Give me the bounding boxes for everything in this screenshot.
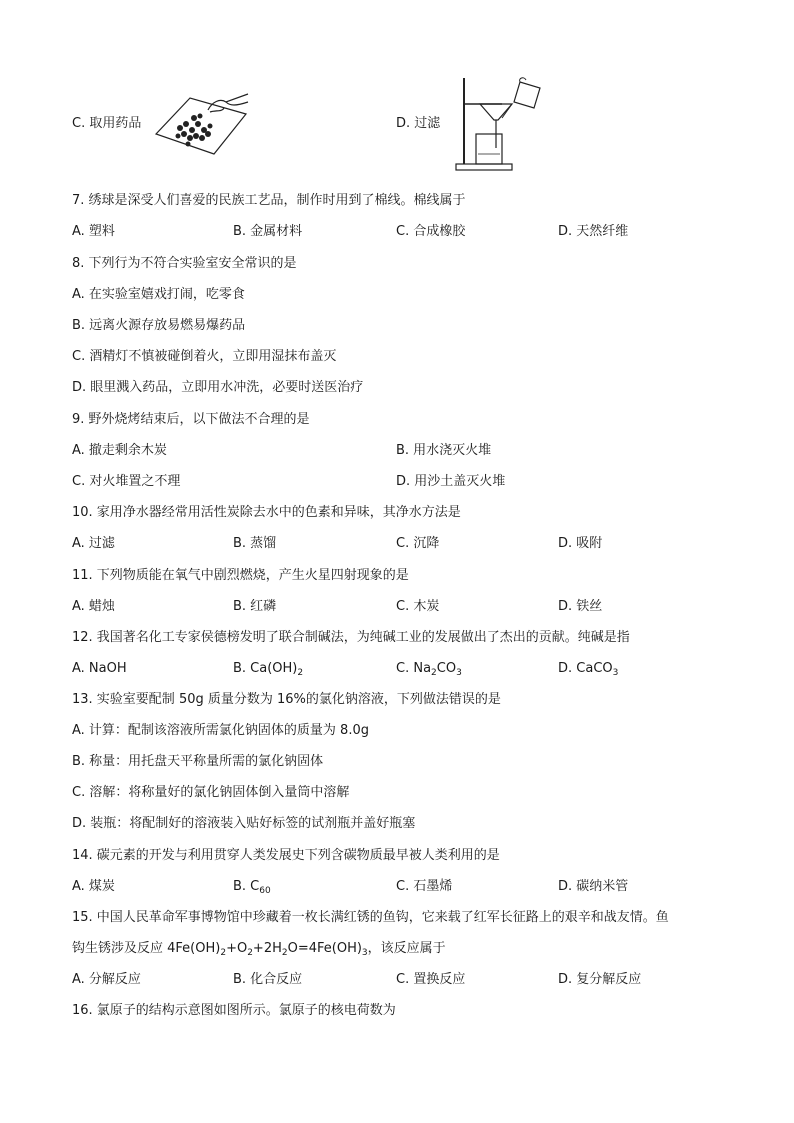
q8-option-c: C. 酒精灯不慎被碰倒着火，立即用湿抹布盖灭 bbox=[72, 349, 337, 364]
question-15-stem-line2: 钩生锈涉及反应 $4Fe(OH)_2+O_2+2H_2O=4Fe(OH)_3$，该反应属于 bbox=[72, 941, 446, 958]
q15-option-b: B. 化合反应 bbox=[233, 972, 303, 987]
q13-option-d: D. 装瓶：将配制好的溶液装入贴好标签的试剂瓶并盖好瓶塞 bbox=[72, 816, 416, 831]
q10-option-d: D. 吸附 bbox=[558, 536, 603, 551]
q9-option-a: A. 撤走剩余木炭 bbox=[72, 443, 167, 458]
q8-option-d: D. 眼里溅入药品，立即用水冲洗，必要时送医治疗 bbox=[72, 380, 364, 395]
q7-option-d: D. 天然纤维 bbox=[558, 224, 629, 239]
q11-option-d: D. 铁丝 bbox=[558, 599, 603, 614]
q14-option-d: D. 碳纳米管 bbox=[558, 879, 629, 894]
q9-option-b: B. 用水浇灭火堆 bbox=[396, 443, 492, 458]
question-10-stem: 10. 家用净水器经常用活性炭除去水中的色素和异味，其净水方法是 bbox=[72, 505, 461, 520]
q10-option-a: A. 过滤 bbox=[72, 536, 115, 551]
q13-option-b: B. 称量：用托盘天平称量所需的氯化钠固体 bbox=[72, 754, 324, 769]
question-11-stem: 11. 下列物质能在氧气中剧烈燃烧，产生火星四射现象的是 bbox=[72, 568, 409, 583]
q6-option-c: C. 取用药品 bbox=[72, 116, 142, 131]
q12-option-a: A. NaOH bbox=[72, 661, 127, 676]
q9-option-c: C. 对火堆置之不理 bbox=[72, 474, 181, 489]
q6-option-d: D. 过滤 bbox=[396, 116, 441, 131]
q12-option-d: D. CaCO$_3$ bbox=[558, 661, 619, 678]
q7-option-b: B. 金属材料 bbox=[233, 224, 303, 239]
q12-option-c: C. $Na_2CO_3$ bbox=[396, 661, 462, 678]
q13-option-c: C. 溶解：将称量好的氯化钠固体倒入量筒中溶解 bbox=[72, 785, 350, 800]
q7-option-c: C. 合成橡胶 bbox=[396, 224, 466, 239]
question-16-stem: 16. 氯原子的结构示意图如图所示。氯原子的核电荷数为 bbox=[72, 1003, 396, 1018]
question-15-stem-line1: 15. 中国人民革命军事博物馆中珍藏着一枚长满红锈的鱼钩，它来载了红军长征路上的艰辛和战友情。鱼 bbox=[72, 910, 669, 925]
q11-option-b: B. 红磷 bbox=[233, 599, 277, 614]
q8-option-b: B. 远离火源存放易燃易爆药品 bbox=[72, 318, 246, 333]
q10-option-c: C. 沉降 bbox=[396, 536, 440, 551]
q8-option-a: A. 在实验室嬉戏打闹，吃零食 bbox=[72, 287, 245, 302]
question-13-stem: 13. 实验室要配制 50g 质量分数为 16%的氯化钠溶液，下列做法错误的是 bbox=[72, 692, 501, 707]
q10-option-b: B. 蒸馏 bbox=[233, 536, 277, 551]
q13-option-a: A. 计算：配制该溶液所需氯化钠固体的质量为 8.0g bbox=[72, 723, 369, 738]
q14-option-b: B. $C_{60}$ bbox=[233, 879, 271, 896]
q15-option-c: C. 置换反应 bbox=[396, 972, 466, 987]
q14-option-c: C. 石墨烯 bbox=[396, 879, 453, 894]
q9-option-d: D. 用沙土盖灭火堆 bbox=[396, 474, 506, 489]
filtration-apparatus-illustration bbox=[454, 74, 546, 172]
question-14-stem: 14. 碳元素的开发与利用贯穿人类发展史下列含碳物质最早被人类利用的是 bbox=[72, 848, 500, 863]
question-8-stem: 8. 下列行为不符合实验室安全常识的是 bbox=[72, 256, 297, 271]
q11-option-a: A. 蜡烛 bbox=[72, 599, 115, 614]
q12-option-b: B. $Ca(OH)_2$ bbox=[233, 661, 304, 678]
question-7-stem: 7. 绣球是深受人们喜爱的民族工艺品，制作时用到了棉线。棉线属于 bbox=[72, 193, 466, 208]
question-12-stem: 12. 我国著名化工专家侯德榜发明了联合制碱法，为纯碱工业的发展做出了杰出的贡献。纯碱是指 bbox=[72, 630, 630, 645]
q15-option-a: A. 分解反应 bbox=[72, 972, 141, 987]
q11-option-c: C. 木炭 bbox=[396, 599, 440, 614]
question-9-stem: 9. 野外烧烤结束后，以下做法不合理的是 bbox=[72, 412, 310, 427]
medicine-taking-illustration bbox=[150, 88, 250, 156]
q14-option-a: A. 煤炭 bbox=[72, 879, 115, 894]
q7-option-a: A. 塑料 bbox=[72, 224, 115, 239]
q15-option-d: D. 复分解反应 bbox=[558, 972, 642, 987]
